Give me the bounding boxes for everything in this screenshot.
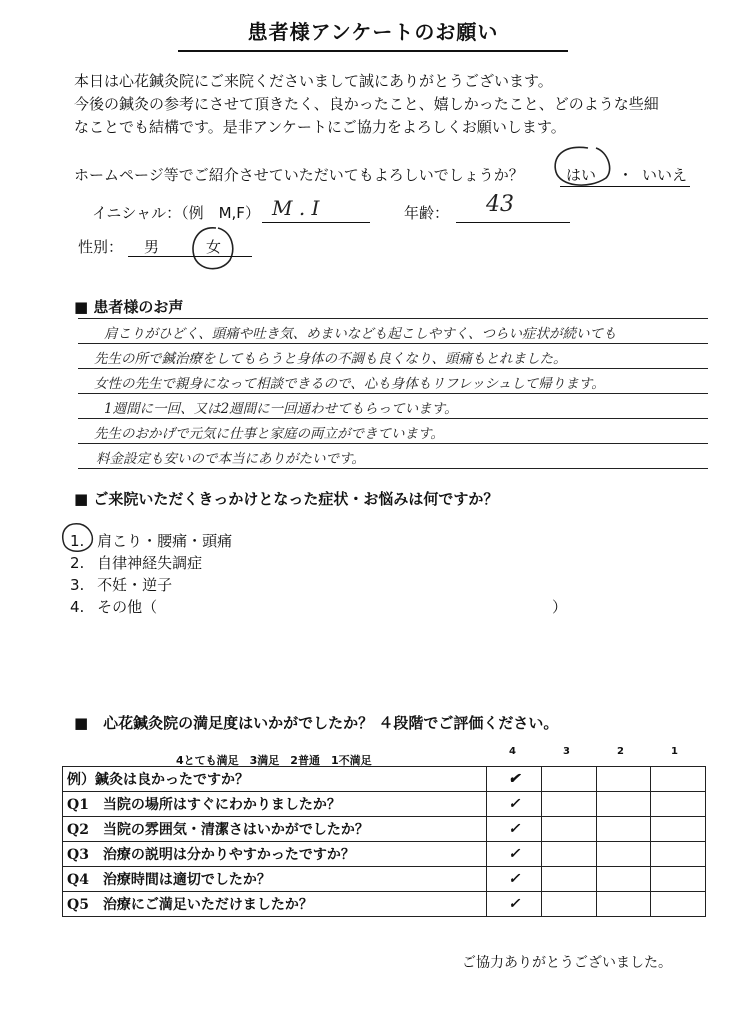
rating-cell-3[interactable] bbox=[542, 817, 597, 842]
rating-cell-4[interactable]: ✓ bbox=[487, 867, 542, 892]
rating-cell-3[interactable] bbox=[542, 892, 597, 917]
initial-value[interactable]: M . I bbox=[272, 196, 320, 220]
rating-cell-1[interactable] bbox=[651, 892, 706, 917]
reason-text: 不妊・逆子 bbox=[97, 576, 173, 594]
reasons-heading: ■ ご来院いただくきっかけとなった症状・お悩みは何ですか？ bbox=[74, 490, 499, 508]
rating-cell-4[interactable]: ✓ bbox=[487, 892, 542, 917]
gender-female-label: 女 bbox=[206, 238, 222, 256]
table-row bbox=[63, 767, 706, 792]
voice-text-line: 先生の所で鍼治療をしてもらうと身体の不調も良くなり、頭痛もとれました。 bbox=[94, 351, 567, 367]
age-underline bbox=[456, 222, 570, 223]
ruled-line bbox=[78, 393, 708, 394]
homepage-underline bbox=[560, 186, 690, 187]
rating-cell-1[interactable] bbox=[651, 817, 706, 842]
intro-text bbox=[74, 70, 714, 139]
reason-number: 3. bbox=[70, 576, 85, 594]
homepage-question: ホームページ等でご紹介させていただいてもよろしいでしょうか？ bbox=[74, 166, 524, 184]
homepage-no-label: いいえ bbox=[642, 166, 688, 184]
rating-cell-2[interactable] bbox=[596, 817, 651, 842]
scale-header: 3 bbox=[563, 746, 570, 757]
voice-text-line: 先生のおかげで元気に仕事と家庭の両立ができています。 bbox=[94, 426, 444, 442]
scale-header: 2 bbox=[617, 746, 624, 757]
voice-text-line: 女性の先生で親身になって相談できるので、心も身体もリフレッシュして帰ります。 bbox=[94, 376, 605, 392]
page-title: 患者様アンケートのお願い bbox=[247, 20, 499, 44]
initial-underline bbox=[262, 222, 370, 223]
reason-number: 4. bbox=[70, 598, 85, 616]
gender-female-circle bbox=[186, 222, 238, 276]
rating-cell-1[interactable] bbox=[651, 792, 706, 817]
rating-cell-3[interactable] bbox=[542, 767, 597, 792]
rating-cell-2[interactable] bbox=[596, 842, 651, 867]
age-label: 年齢： bbox=[404, 204, 450, 222]
scale-header: 4 bbox=[509, 746, 516, 757]
rating-cell-3[interactable] bbox=[542, 867, 597, 892]
thanks-text: ご協力ありがとうございました。 bbox=[462, 955, 672, 971]
question-cell: 例）鍼灸は良かったですか？ bbox=[63, 767, 487, 792]
rating-cell-4[interactable]: ✓ bbox=[487, 842, 542, 867]
ruled-line bbox=[78, 418, 708, 419]
ruled-line bbox=[78, 443, 708, 444]
homepage-yes-circle bbox=[548, 142, 616, 192]
intro-line: 本日は心花鍼灸院にご来院くださいまして誠にありがとうございます。 bbox=[74, 72, 553, 90]
intro-line: 今後の鍼灸の参考にさせて頂きたく、良かったこと、嬉しかったこと、どのような些細 bbox=[74, 95, 659, 113]
homepage-no-option[interactable] bbox=[642, 164, 687, 185]
rating-cell-4[interactable]: ✓ bbox=[487, 817, 542, 842]
reason-number: 1. bbox=[70, 532, 85, 550]
reason-text: 自律神経失調症 bbox=[97, 554, 203, 572]
satisfaction-table bbox=[62, 766, 706, 917]
title-underline bbox=[178, 50, 568, 52]
rating-cell-3[interactable] bbox=[542, 842, 597, 867]
gender-male-label: 男 bbox=[144, 238, 160, 256]
ruled-line bbox=[78, 368, 708, 369]
rating-cell-2[interactable] bbox=[596, 792, 651, 817]
homepage-separator: ・ bbox=[618, 166, 634, 184]
rating-cell-2[interactable] bbox=[596, 892, 651, 917]
voice-text-line: 肩こりがひどく、頭痛や吐き気、めまいなども起こしやすく、つらい症状が続いても bbox=[104, 326, 617, 342]
scale-legend: 4とても満足 3満足 2普通 1不満足 bbox=[176, 754, 372, 767]
ruled-line bbox=[78, 318, 708, 319]
gender-label: 性別： bbox=[78, 238, 124, 256]
reason-item-2[interactable] bbox=[70, 552, 202, 573]
table-row bbox=[63, 792, 706, 817]
question-cell: Q1 当院の場所はすぐにわかりましたか？ bbox=[63, 792, 487, 817]
reason-circle bbox=[58, 520, 98, 556]
table-row bbox=[63, 892, 706, 917]
rating-cell-2[interactable] bbox=[596, 867, 651, 892]
rating-cell-2[interactable] bbox=[596, 767, 651, 792]
question-cell: Q2 当院の雰囲気・清潔さはいかがでしたか？ bbox=[63, 817, 487, 842]
question-cell: Q5 治療にご満足いただけましたか？ bbox=[63, 892, 487, 917]
age-value[interactable]: 43 bbox=[486, 192, 514, 217]
question-cell: Q4 治療時間は適切でしたか？ bbox=[63, 867, 487, 892]
rating-cell-1[interactable] bbox=[651, 842, 706, 867]
table-row bbox=[63, 842, 706, 867]
table-row bbox=[63, 817, 706, 842]
ruled-line bbox=[78, 468, 708, 469]
reason-other-close: ） bbox=[552, 598, 568, 616]
reason-text: その他（ bbox=[97, 598, 158, 616]
reason-text: 肩こり・腰痛・頭痛 bbox=[97, 532, 233, 550]
rating-cell-1[interactable] bbox=[651, 767, 706, 792]
rating-cell-1[interactable] bbox=[651, 867, 706, 892]
reason-item-4[interactable] bbox=[70, 596, 157, 617]
homepage-yes-label: はい bbox=[566, 166, 597, 184]
ruled-line bbox=[78, 343, 708, 344]
initial-label: イニシャル：（例 M,F） bbox=[92, 204, 260, 222]
question-cell: Q3 治療の説明は分かりやすかったですか？ bbox=[63, 842, 487, 867]
table-row bbox=[63, 867, 706, 892]
voice-text-line: 1週間に一回、又は2週間に一回通わせてもらっています。 bbox=[104, 401, 458, 417]
scale-header: 1 bbox=[671, 746, 678, 757]
rating-cell-4[interactable]: ✔ bbox=[487, 767, 542, 792]
rating-cell-4[interactable]: ✓ bbox=[487, 792, 542, 817]
gender-male-option[interactable] bbox=[144, 236, 159, 257]
reason-item-3[interactable] bbox=[70, 574, 172, 595]
intro-line: なことでも結構です。是非アンケートにご協力をよろしくお願いします。 bbox=[74, 118, 566, 136]
satisfaction-heading: ■ 心花鍼灸院の満足度はいかがでしたか？ ４段階でご評価ください。 bbox=[74, 714, 559, 732]
gender-underline bbox=[128, 256, 252, 257]
voice-text-line: 料金設定も安いので本当にありがたいです。 bbox=[96, 451, 365, 467]
reason-number: 2. bbox=[70, 554, 85, 572]
rating-cell-3[interactable] bbox=[542, 792, 597, 817]
voice-heading: ■ 患者様のお声 bbox=[74, 298, 184, 316]
